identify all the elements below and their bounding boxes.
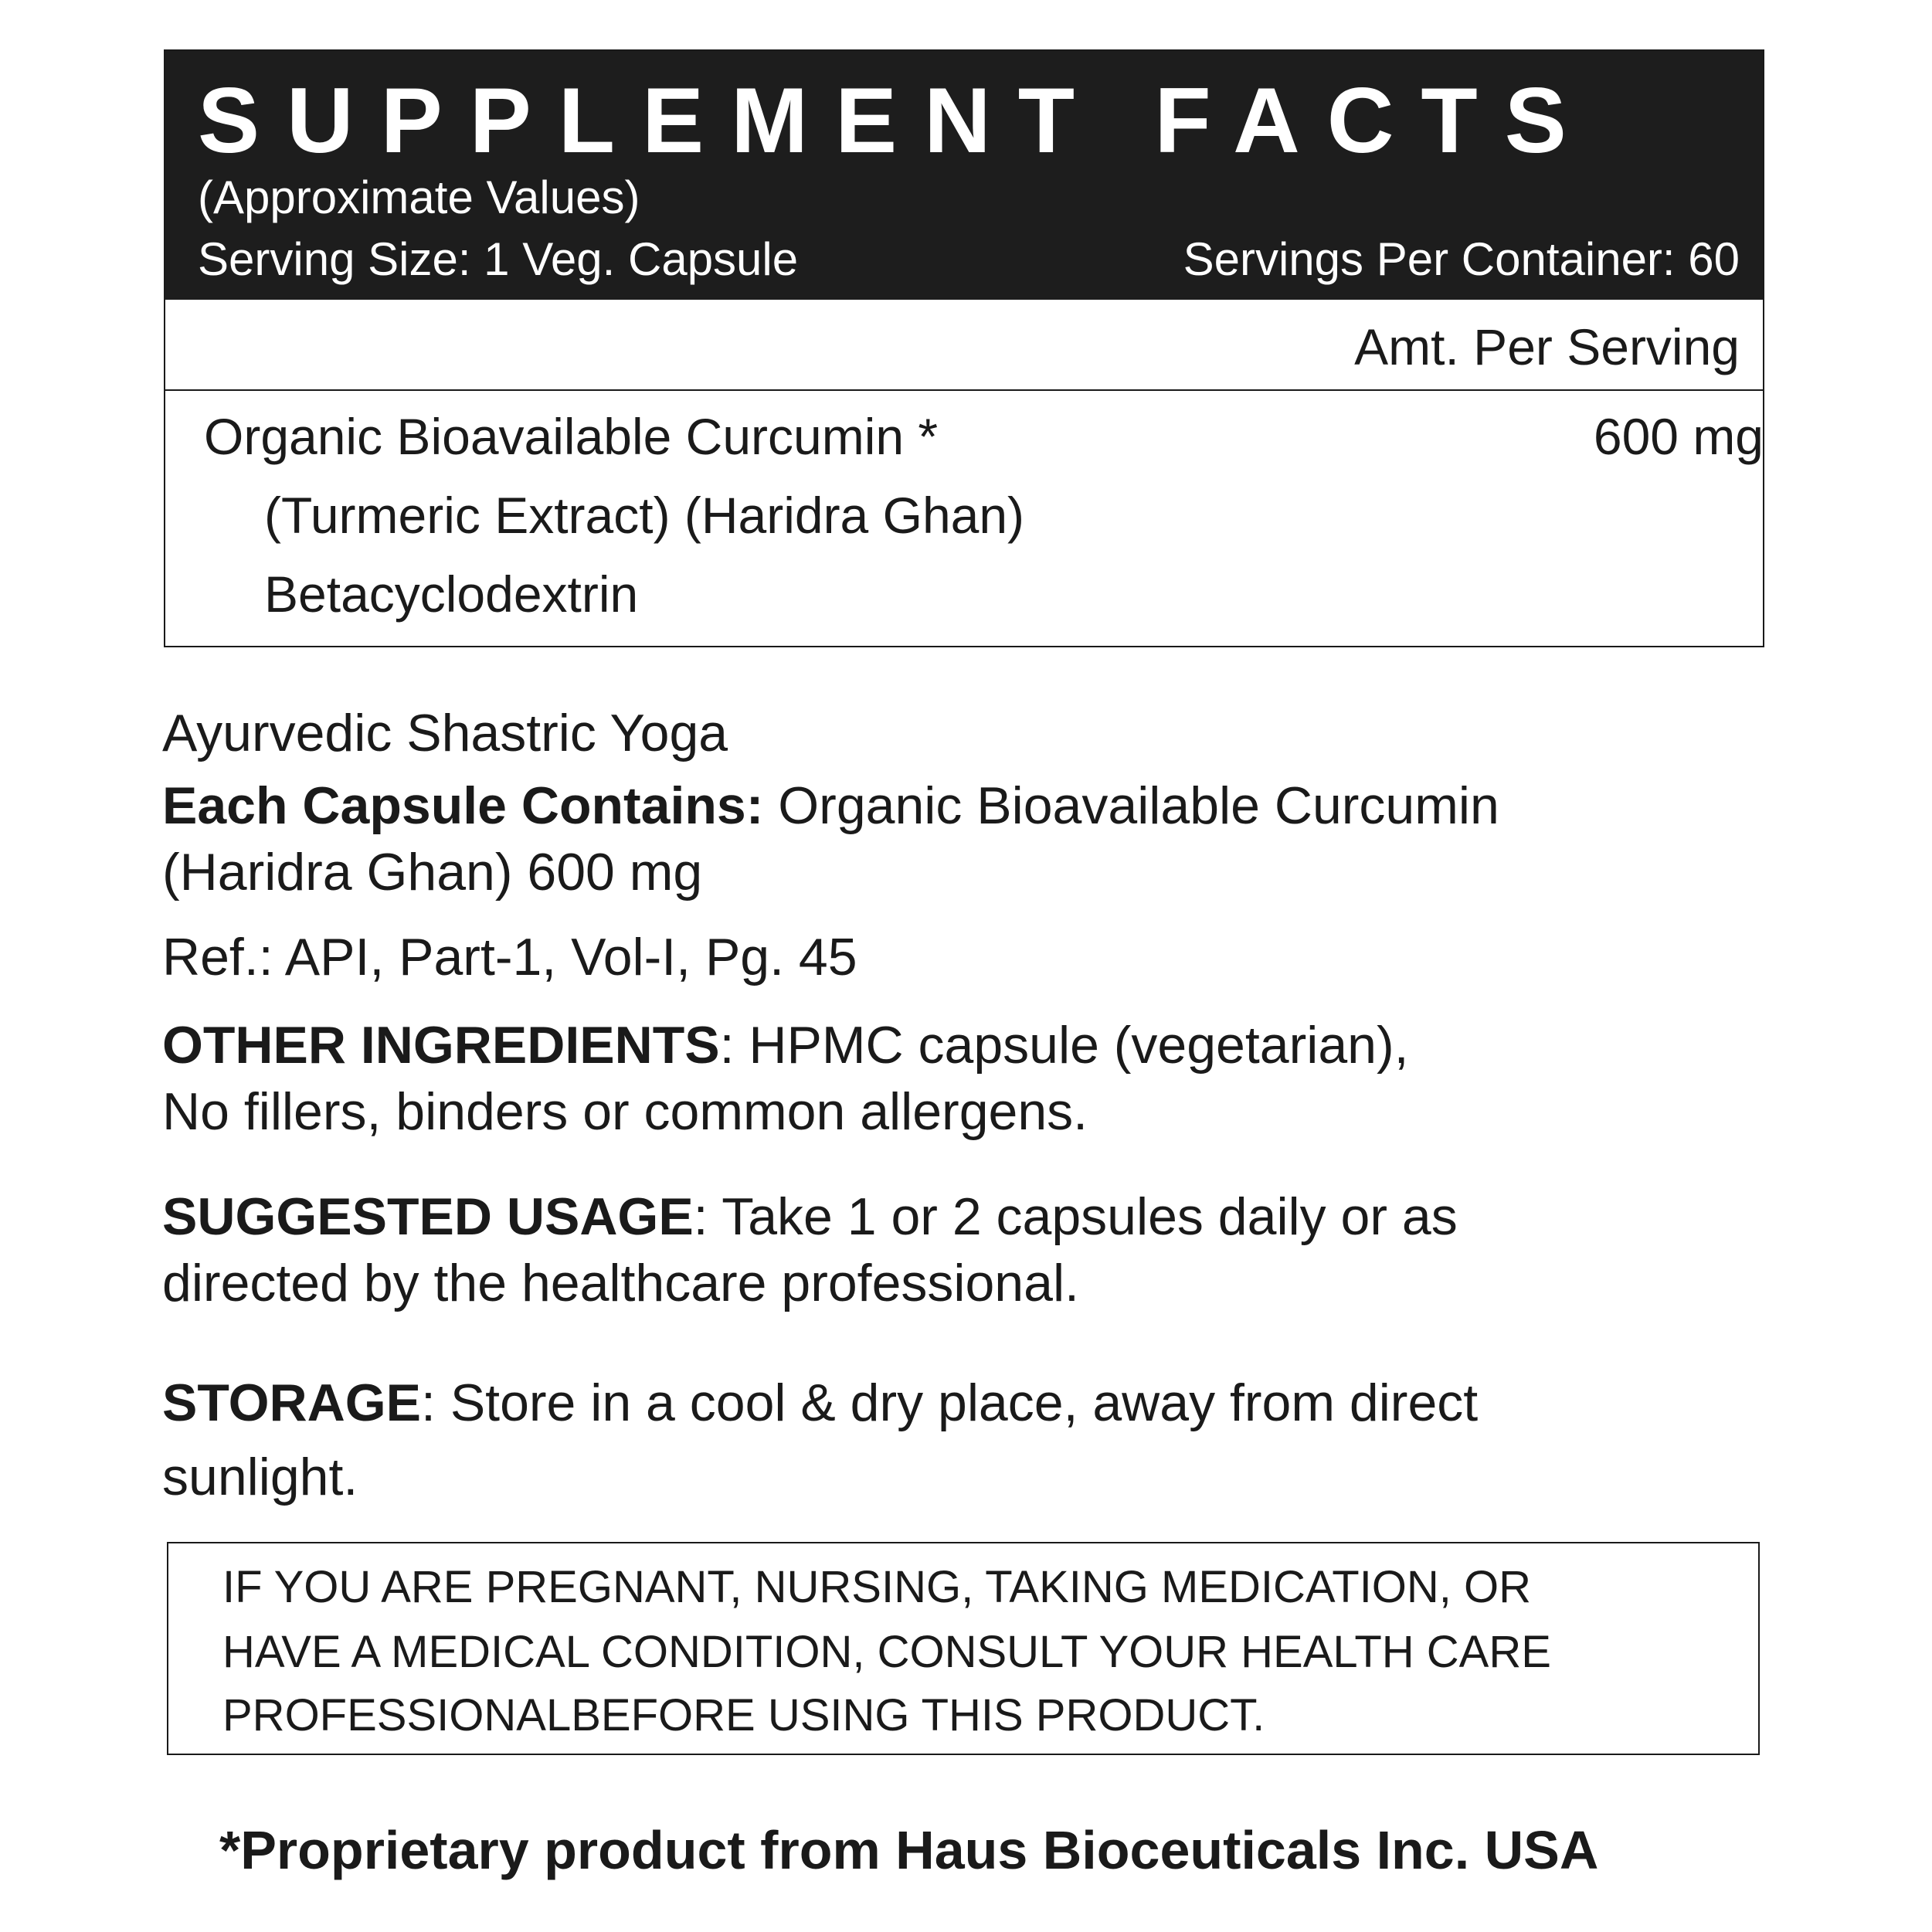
facts-title: SUPPLEMENT FACTS bbox=[198, 69, 1594, 172]
warning-line-2: HAVE A MEDICAL CONDITION, CONSULT YOUR HEALTH CARE bbox=[222, 1627, 1551, 1677]
ingredient-sub-line-2: Betacyclodextrin bbox=[264, 565, 639, 623]
capsule-contents bbox=[162, 772, 1499, 905]
amount-per-serving-header: Amt. Per Serving bbox=[1354, 318, 1740, 375]
suggested-usage-text-1: : Take 1 or 2 capsules daily or as bbox=[693, 1187, 1458, 1246]
other-ingredients-text-2: No fillers, binders or common allergens. bbox=[162, 1082, 1088, 1141]
other-ingredients-label: OTHER INGREDIENTS bbox=[162, 1016, 720, 1075]
other-ingredients-line-1 bbox=[162, 1012, 1409, 1078]
proprietary-footnote: *Proprietary product from Haus Bioceuticals Inc. USA bbox=[219, 1820, 1599, 1880]
capsule-contents-label: Each Capsule Contains: bbox=[162, 776, 764, 835]
supplement-facts-panel bbox=[164, 49, 1764, 647]
facts-header bbox=[165, 51, 1763, 300]
suggested-usage bbox=[162, 1183, 1458, 1316]
suggested-usage-line-1 bbox=[162, 1183, 1458, 1250]
servings-per-container: Servings Per Container: 60 bbox=[1183, 233, 1740, 285]
capsule-contents-text-1: Organic Bioavailable Curcumin bbox=[763, 776, 1499, 835]
ingredient-name: Organic Bioavailable Curcumin * bbox=[204, 408, 939, 465]
storage-label: STORAGE bbox=[162, 1373, 422, 1432]
storage-text-1: : Store in a cool & dry place, away from direct bbox=[421, 1373, 1479, 1432]
warning-line-3: PROFESSIONALBEFORE USING THIS PRODUCT. bbox=[222, 1690, 1265, 1740]
other-ingredients bbox=[162, 1012, 1409, 1145]
storage-line-1 bbox=[162, 1366, 1478, 1440]
serving-size: Serving Size: 1 Veg. Capsule bbox=[198, 233, 799, 285]
capsule-contents-line-1 bbox=[162, 772, 1499, 839]
yoga-line: Ayurvedic Shastric Yoga bbox=[162, 704, 728, 762]
warning-line-1: IF YOU ARE PREGNANT, NURSING, TAKING MEDICATION, OR bbox=[222, 1562, 1532, 1612]
reference-line: Ref.: API, Part-1, Vol-I, Pg. 45 bbox=[162, 928, 857, 986]
suggested-usage-label: SUGGESTED USAGE bbox=[162, 1187, 694, 1246]
storage bbox=[162, 1366, 1478, 1514]
ingredient-amount: 600 mg bbox=[1593, 408, 1764, 465]
approx-values-note: (Approximate Values) bbox=[198, 171, 640, 223]
capsule-contents-text-2: (Haridra Ghan) 600 mg bbox=[162, 843, 703, 901]
ingredient-sub-line-1: (Turmeric Extract) (Haridra Ghan) bbox=[264, 487, 1025, 544]
suggested-usage-text-2: directed by the healthcare professional. bbox=[162, 1254, 1079, 1312]
other-ingredients-text-1: : HPMC capsule (vegetarian), bbox=[719, 1016, 1409, 1075]
amount-header-row bbox=[165, 300, 1763, 391]
storage-text-2: sunlight. bbox=[162, 1448, 358, 1506]
warning-box bbox=[167, 1542, 1760, 1755]
